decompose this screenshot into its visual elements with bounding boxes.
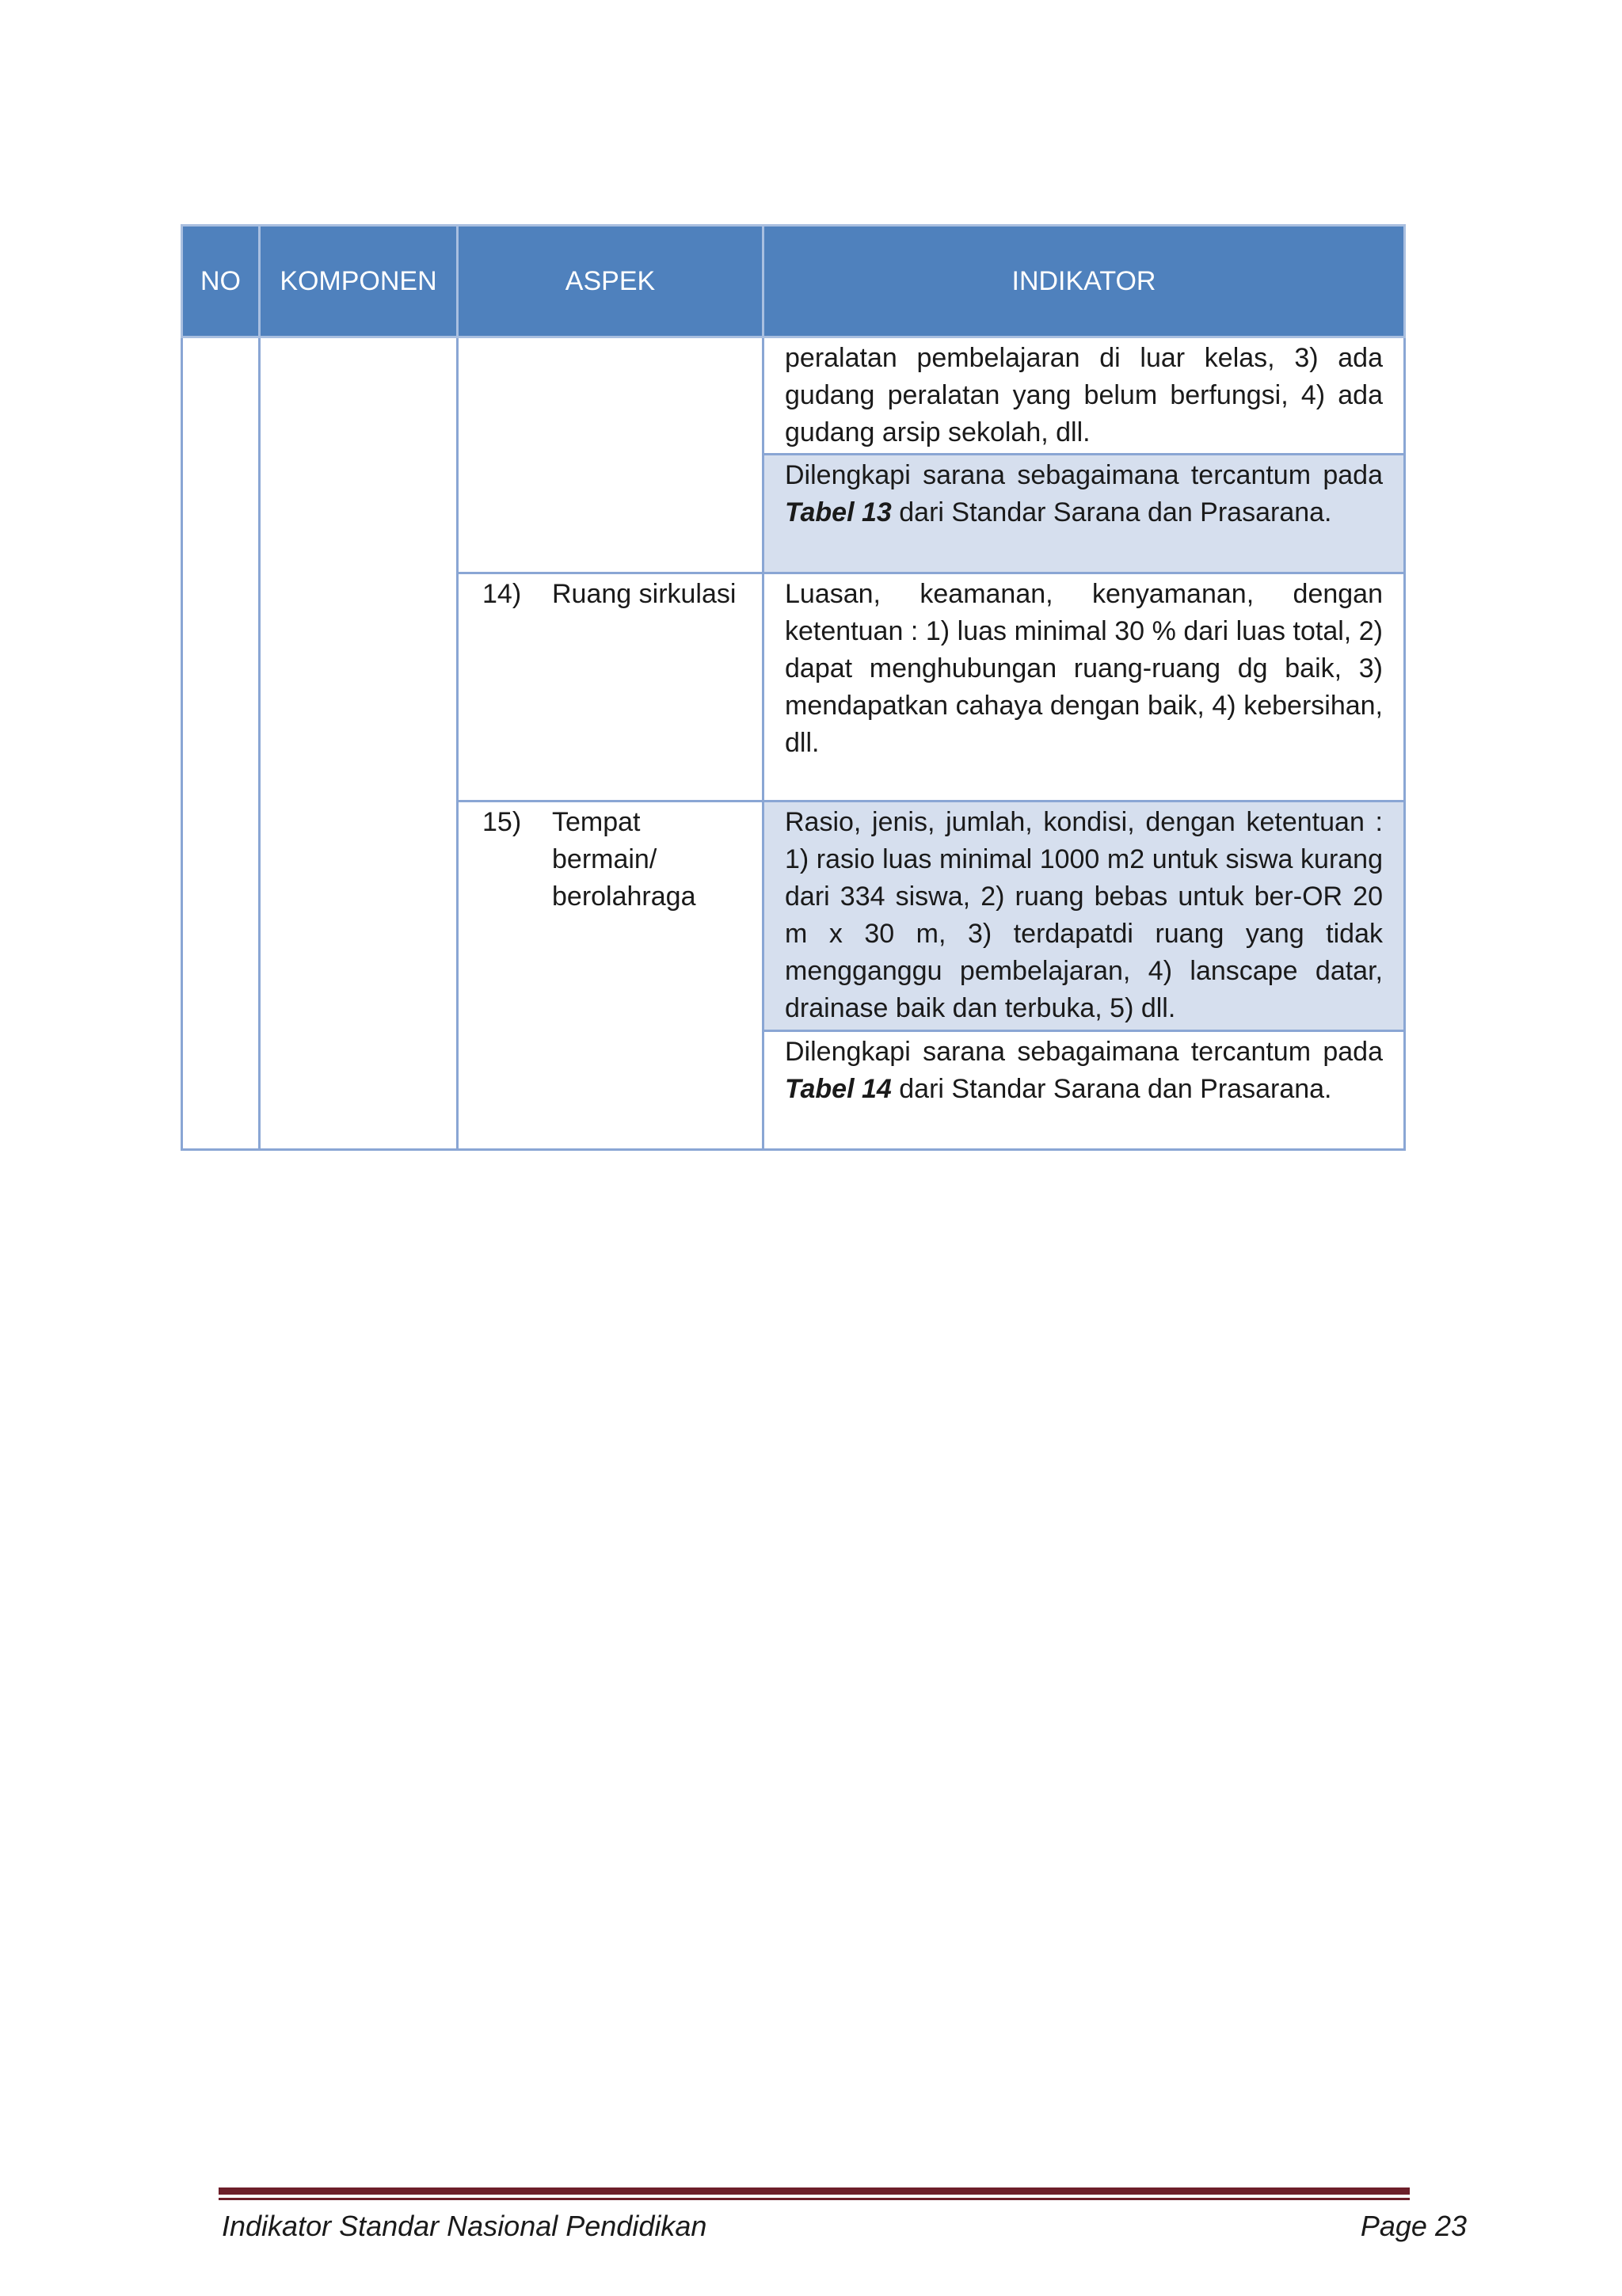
- indikator-table: [181, 224, 1406, 1151]
- aspek-item: [482, 804, 752, 916]
- footer-rule: [219, 2187, 1410, 2195]
- footer-page-number: Page 23: [1360, 2210, 1467, 2242]
- table-reference: Tabel 13: [785, 497, 892, 527]
- table-reference: Tabel 14: [785, 1074, 892, 1104]
- indikator-text-post: dari Standar Sarana dan Prasarana.: [891, 1074, 1332, 1104]
- aspek-cell-continued: [458, 337, 763, 573]
- komponen-cell: [260, 337, 458, 1150]
- header-aspek: ASPEK: [458, 226, 763, 337]
- indikator-cell: [763, 1031, 1405, 1150]
- aspek-label: Ruang sirkulasi: [552, 579, 737, 609]
- footer-rule-thin: [219, 2198, 1410, 2200]
- header-komponen: KOMPONEN: [260, 226, 458, 337]
- indikator-text-pre: Dilengkapi sarana sebagaimana tercantum pada: [785, 460, 1383, 490]
- footer-document-title: Indikator Standar Nasional Pendidikan: [222, 2210, 707, 2242]
- no-cell: [182, 337, 260, 1150]
- table-header-row: [182, 226, 1405, 337]
- indikator-text: Luasan, keamanan, kenyamanan, dengan ketentuan : 1) luas minimal 30 % dari luas total, 2) dapat menghubungan ruang-ruang dg baik, 3) mendapatkan cahaya dengan baik, 4) kebersihan, dll.: [785, 579, 1383, 758]
- indikator-text: peralatan pembelajaran di luar kelas, 3) ada gudang peralatan yang belum berfungsi, 4) ada gudang arsip sekolah, dll.: [785, 343, 1383, 447]
- table-row: [182, 337, 1405, 455]
- indikator-cell-shaded: [763, 802, 1405, 1031]
- header-no: NO: [182, 226, 260, 337]
- indikator-cell: [763, 337, 1405, 455]
- aspek-label: Tempat bermain/ berolahraga: [552, 807, 696, 912]
- indikator-cell-shaded: [763, 455, 1405, 573]
- indikator-text-post: dari Standar Sarana dan Prasarana.: [891, 497, 1332, 527]
- indikator-cell: [763, 573, 1405, 802]
- aspek-number: 15): [482, 807, 522, 837]
- aspek-cell: [458, 573, 763, 802]
- indikator-text: Rasio, jenis, jumlah, kondisi, dengan ketentuan : 1) rasio luas minimal 1000 m2 untuk siswa kurang dari 334 siswa, 2) ruang bebas untuk ber-OR 20 m x 30 m, 3) terdapatdi ruang yang tidak mengganggu pembelajaran, 4) lanscape datar, drainase baik dan terbuka, 5) dll.: [785, 807, 1383, 1023]
- header-indikator: INDIKATOR: [763, 226, 1405, 337]
- aspek-cell: [458, 802, 763, 1150]
- aspek-number: 14): [482, 579, 522, 609]
- aspek-item: [482, 576, 752, 613]
- indikator-text-pre: Dilengkapi sarana sebagaimana tercantum pada: [785, 1037, 1383, 1067]
